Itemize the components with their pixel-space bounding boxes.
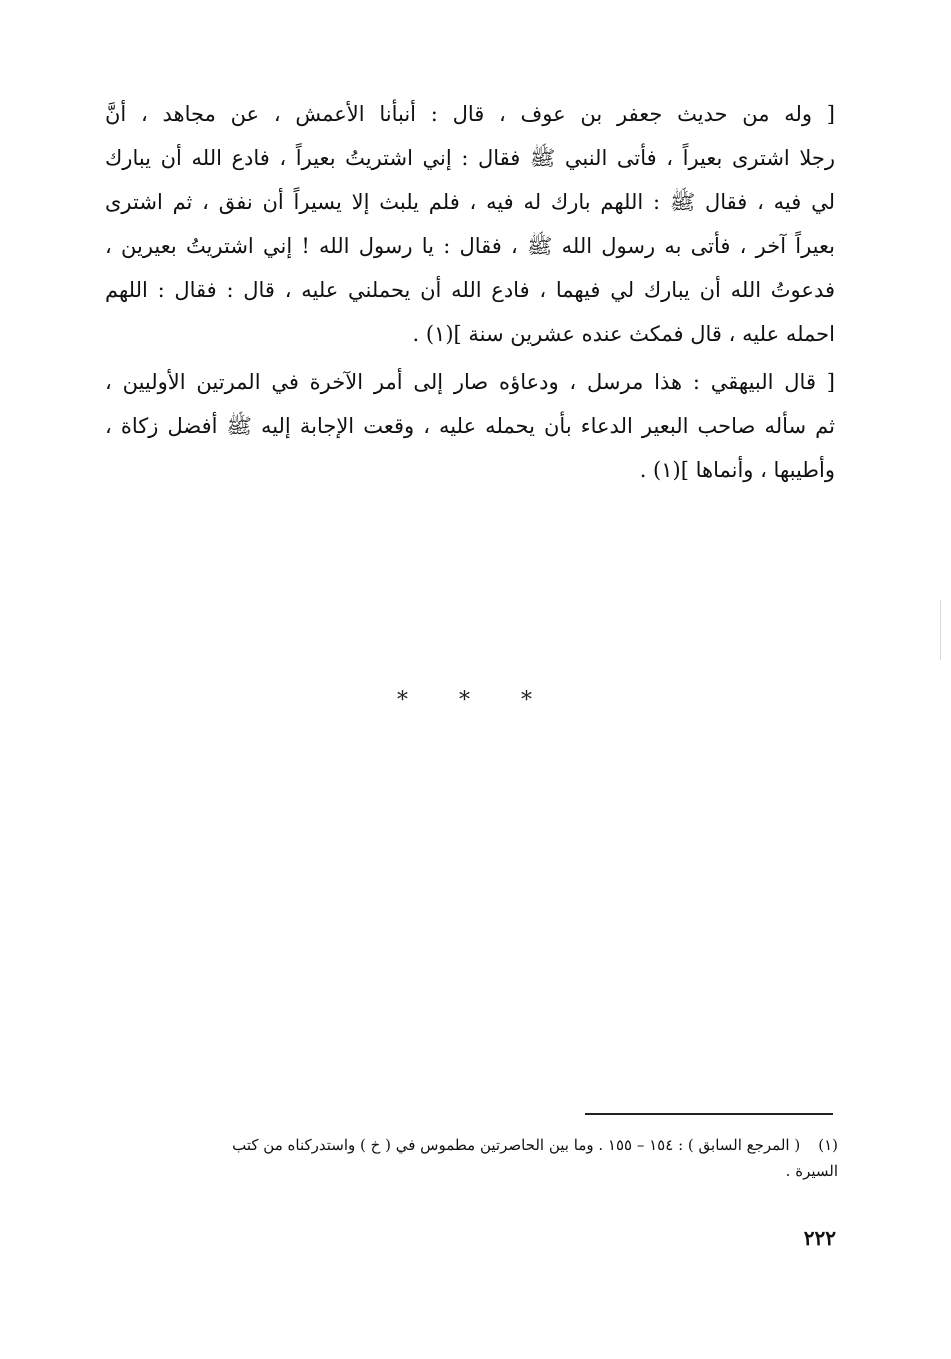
text-line: [ قال البيهقي : هذا مرسل ، ودعاؤه صار إلى أمر الآخرة في المرتين الأوليين ، xyxy=(105,370,835,394)
footnote-text: ( المرجع السابق ) : ١٥٤ – ١٥٥ . وما بين الحاصرتين مطموس في ( خ ) واستدركناه من كتب xyxy=(232,1136,801,1154)
text-line: رجلا اشترى بعيراً ، فأتى النبي ﷺ فقال : إني اشتريتُ بعيراً ، فادع الله أن يبارك xyxy=(105,146,835,170)
paragraph-bayhaqi-comment xyxy=(105,360,835,492)
text-line: احمله عليه ، قال فمكث عنده عشرين سنة ](١) . xyxy=(412,322,835,346)
scan-edge-mark xyxy=(940,600,941,660)
footnote-line-continued: السيرة . xyxy=(785,1162,838,1180)
footnote-divider xyxy=(585,1113,833,1115)
text-line: فدعوتُ الله أن يبارك لي فيهما ، فادع الله أن يحملني عليه ، قال : فقال : اللهم xyxy=(105,278,835,302)
text-line: [ وله من حديث جعفر بن عوف ، قال : أنبأنا الأعمش ، عن مجاهد ، أنَّ xyxy=(105,102,835,126)
text-line: بعيراً آخر ، فأتى به رسول الله ﷺ ، فقال : يا رسول الله ! إني اشتريتُ بعيرين ، xyxy=(105,234,835,258)
text-line: وأطيبها ، وأنماها ](١) . xyxy=(639,458,835,482)
text-line: ثم سأله صاحب البعير الدعاء بأن يحمله عليه ، وقعت الإجابة إليه ﷺ أفضل زكاة ، xyxy=(105,414,835,438)
footnote-line xyxy=(105,1132,838,1158)
paragraph-hadith xyxy=(105,92,835,356)
section-separator: * * * xyxy=(397,688,554,713)
footnote-marker: (١) xyxy=(818,1136,838,1154)
page-number: ٢٢٢ xyxy=(803,1226,836,1250)
text-line: لي فيه ، فقال ﷺ : اللهم بارك له فيه ، فلم يلبث إلا يسيراً أن نفق ، ثم اشترى xyxy=(105,190,835,214)
footnote xyxy=(105,1132,838,1184)
